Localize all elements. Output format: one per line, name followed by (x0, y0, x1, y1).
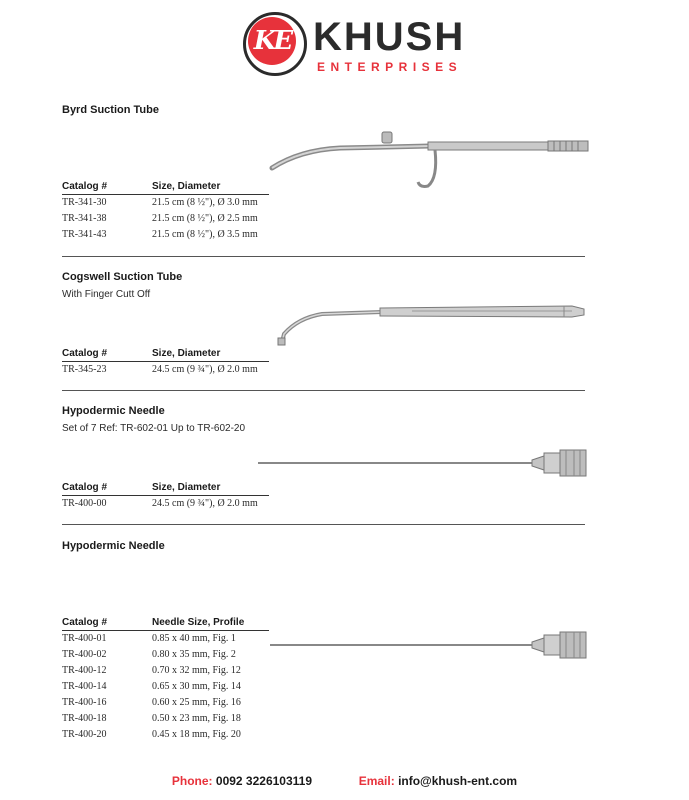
section-title: Cogswell Suction Tube (62, 271, 183, 283)
section-title: Hypodermic Needle (62, 540, 165, 552)
catalog-number: TR-400-14 (62, 681, 107, 692)
email-label: Email: (358, 774, 395, 788)
size-value: 0.60 x 25 mm, Fig. 16 (152, 697, 241, 708)
catalog-number: TR-400-18 (62, 713, 107, 724)
contact-footer (0, 774, 689, 788)
size-value: 0.45 x 18 mm, Fig. 20 (152, 729, 241, 740)
logo-monogram: KE (253, 26, 291, 56)
catalog-number: TR-400-01 (62, 633, 107, 644)
phone-label: Phone: (171, 774, 213, 788)
brand-name: KHUSH (313, 15, 466, 59)
size-value: 0.80 x 35 mm, Fig. 2 (152, 649, 236, 660)
catalog-number: TR-341-43 (62, 229, 107, 240)
catalog-number: TR-400-12 (62, 665, 107, 676)
size-value: 21.5 cm (8 ½"), Ø 3.5 mm (152, 229, 258, 240)
section-divider (62, 390, 585, 391)
section-title: Hypodermic Needle (62, 405, 165, 417)
section-divider (62, 256, 585, 257)
size-value: 21.5 cm (8 ½"), Ø 2.5 mm (152, 213, 258, 224)
column-header-catalog: Catalog # (62, 181, 108, 192)
brand-tagline: ENTERPRISES (317, 60, 463, 74)
catalog-number: TR-400-02 (62, 649, 107, 660)
byrd-suction-tube-image (270, 128, 590, 190)
column-header-catalog: Catalog # (62, 617, 108, 628)
column-header-size: Size, Diameter (152, 348, 221, 359)
catalog-number: TR-341-30 (62, 197, 107, 208)
size-value: 24.5 cm (9 ¾"), Ø 2.0 mm (152, 498, 258, 509)
size-value: 0.65 x 30 mm, Fig. 14 (152, 681, 241, 692)
size-value: 21.5 cm (8 ½"), Ø 3.0 mm (152, 197, 258, 208)
company-logo (243, 12, 466, 80)
column-header-size: Size, Diameter (152, 181, 221, 192)
size-value: 0.85 x 40 mm, Fig. 1 (152, 633, 236, 644)
catalog-number: TR-400-16 (62, 697, 107, 708)
size-value: 0.50 x 23 mm, Fig. 18 (152, 713, 241, 724)
hypodermic-needle-image (268, 630, 590, 660)
catalog-number: TR-400-00 (62, 498, 107, 509)
size-value: 0.70 x 32 mm, Fig. 12 (152, 665, 241, 676)
column-header-size: Size, Diameter (152, 482, 221, 493)
cogswell-suction-tube-image (272, 300, 590, 350)
phone-number[interactable]: 0092 3226103119 (215, 774, 313, 788)
email-link[interactable]: info@khush-ent.com (398, 774, 518, 788)
section-title: Byrd Suction Tube (62, 104, 159, 116)
catalog-number: TR-400-20 (62, 729, 107, 740)
catalog-number: TR-341-38 (62, 213, 107, 224)
catalog-number: TR-345-23 (62, 364, 107, 375)
section-subtitle: With Finger Cutt Off (62, 289, 151, 300)
column-header-catalog: Catalog # (62, 482, 108, 493)
section-subtitle: Set of 7 Ref: TR-602-01 Up to TR-602-20 (62, 423, 246, 434)
hypodermic-needle-image (256, 448, 590, 478)
section-divider (62, 524, 585, 525)
column-header-catalog: Catalog # (62, 348, 108, 359)
size-value: 24.5 cm (9 ¾"), Ø 2.0 mm (152, 364, 258, 375)
column-header-size: Needle Size, Profile (152, 617, 245, 628)
